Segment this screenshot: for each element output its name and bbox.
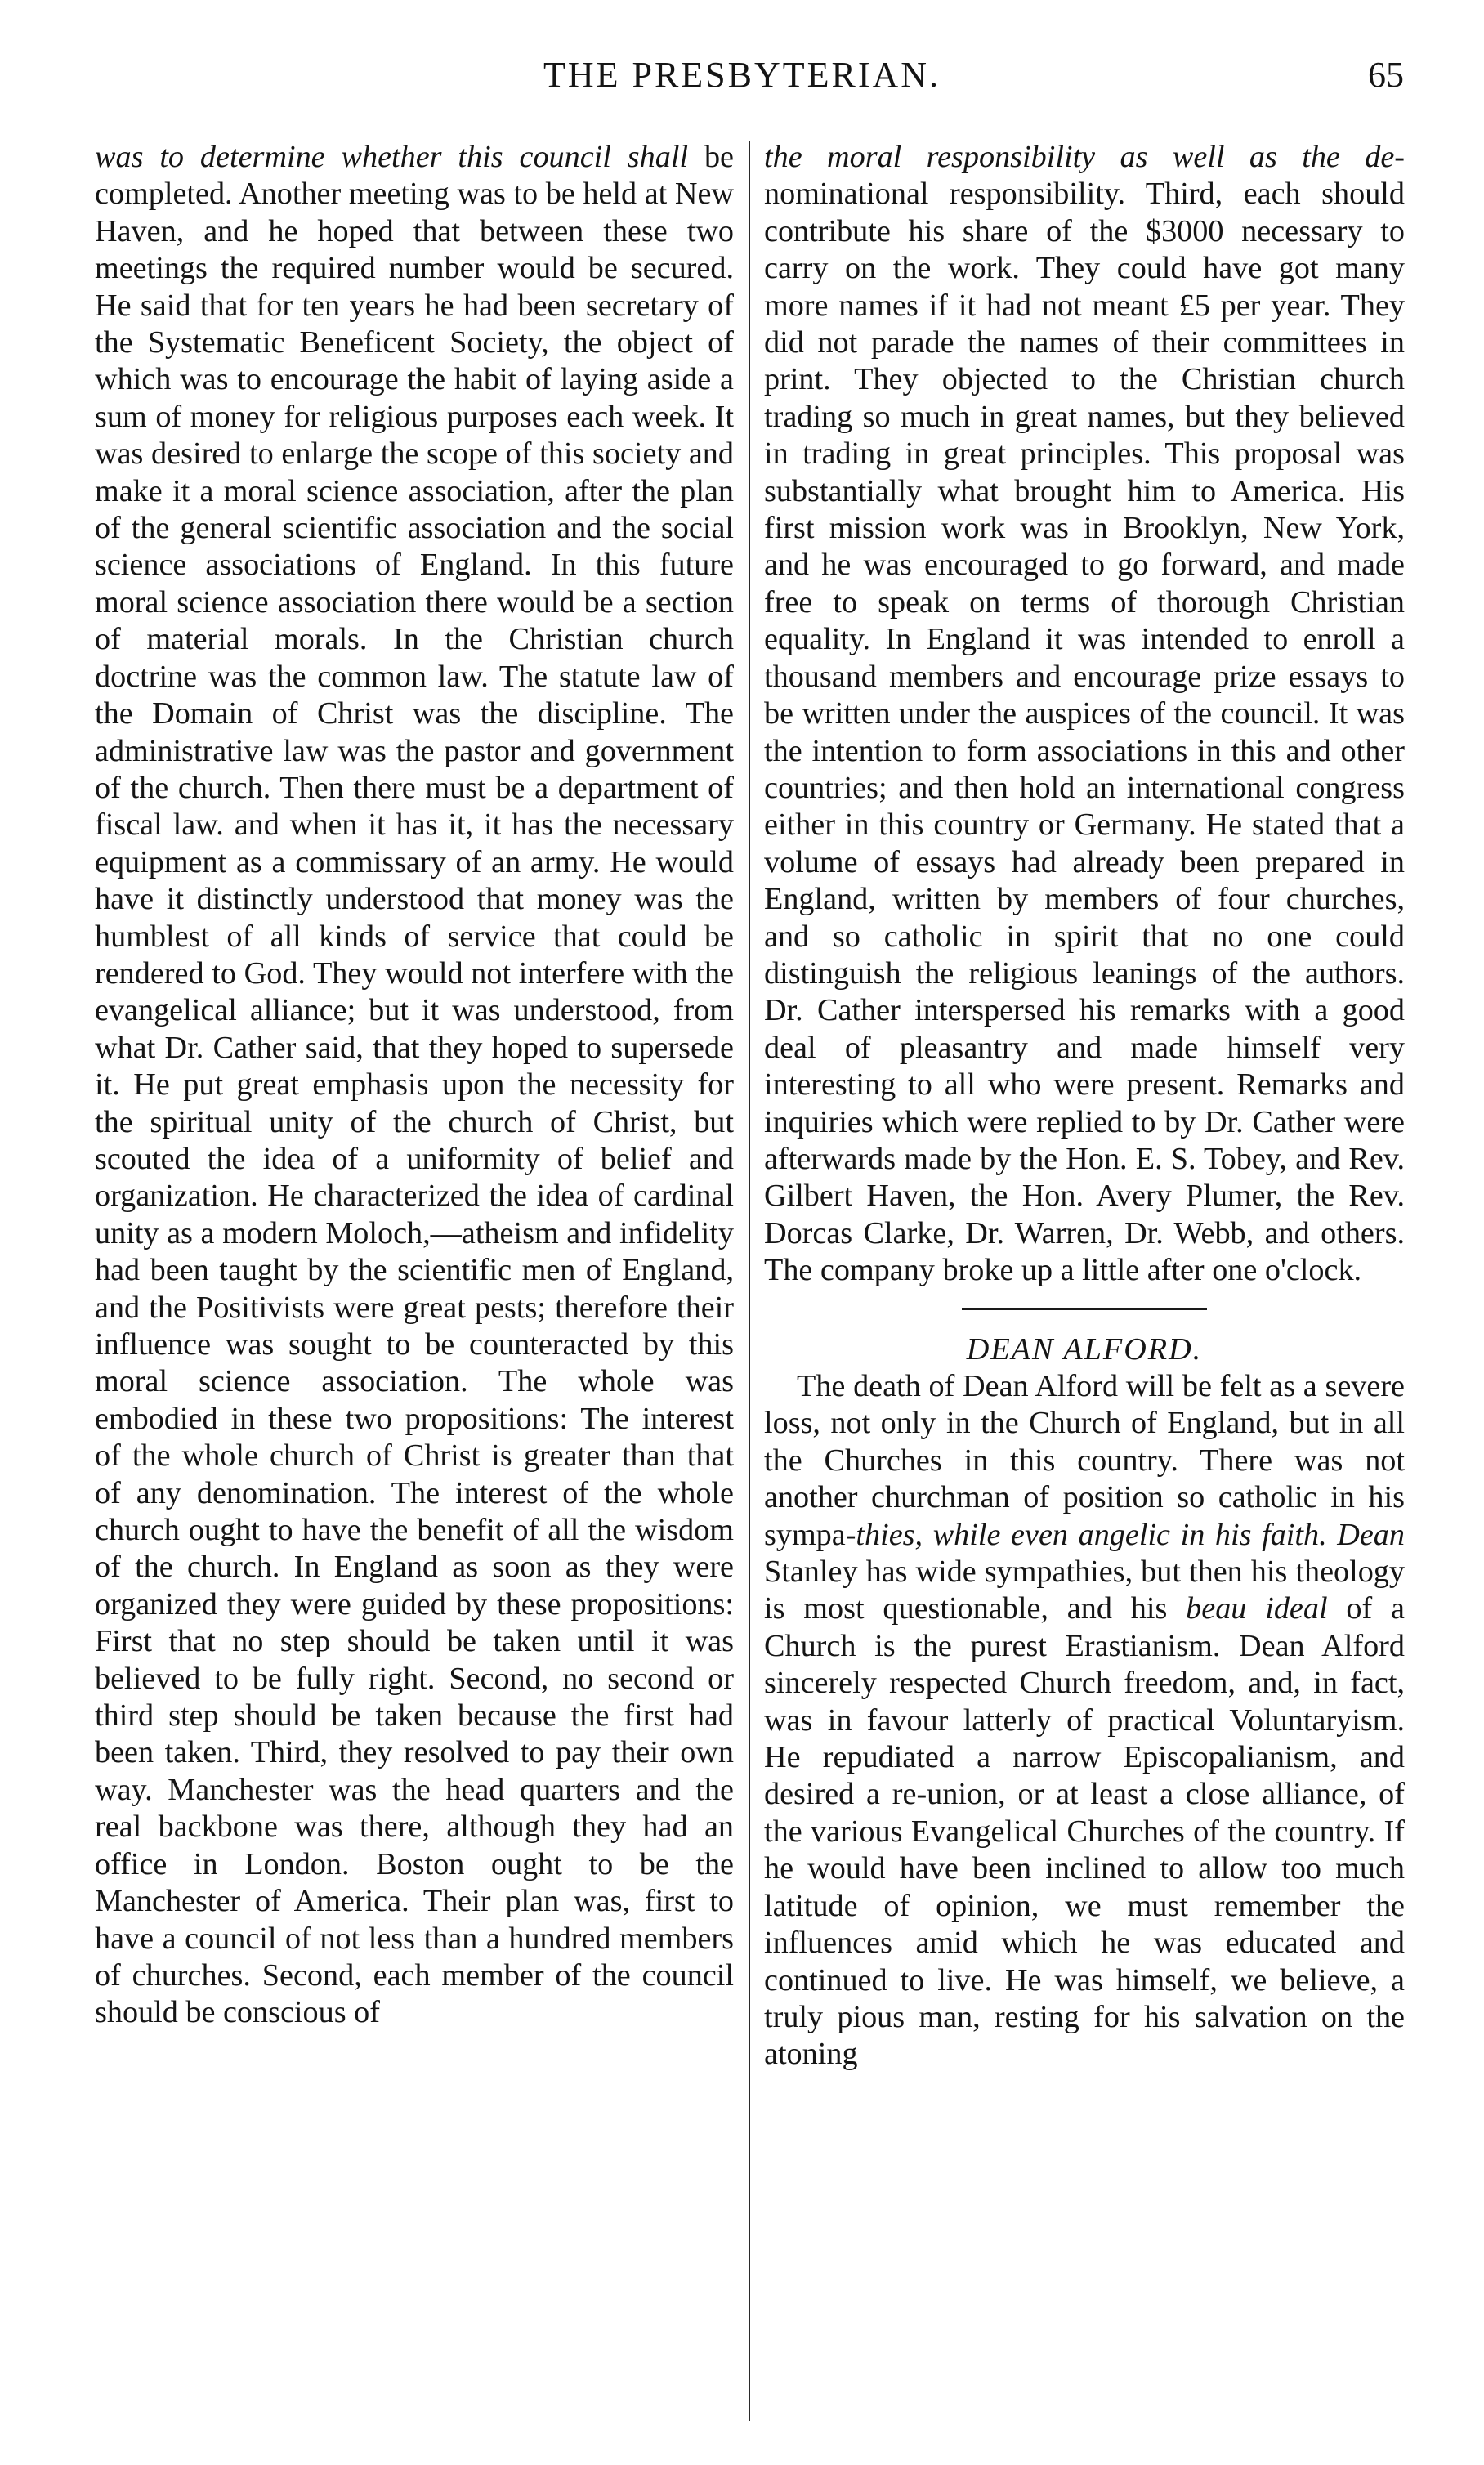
left-paragraph-body: be completed. Another meeting was to be held at New Haven, and he hoped that between these two meetings the required number would be secured. He said that for ten years he had been secretary of the Systematic Beneficent Society, the object of which was to encourage the habit of laying aside a sum of money for religious purposes each week. It was desired to enlarge the scope of this society and make it a moral science association, after the plan of the general scientific association and the social science associations of England. In this future moral science association there would be a section of material morals. In the Christian church doctrine was the common law. The statute law of the Domain of Christ was the discipline. The administrative law was the pastor and government of the church. Then there must be a department of fiscal law. and when it has it, it has the necessary equipment as a commissary of an army. He would have it distinctly understood that money was the humblest of all kinds of service that could be rendered to God. They would not interfere with the evangelical alliance; but it was understood, from what Dr. Cather said, that they hoped to supersede it. He put great emphasis upon the necessity for the spiritual unity of the church of Christ, but scouted the idea of a uniformity of belief and organization. He characterized the idea of cardinal unity as a modern Moloch,—atheism and infidelity had been taught by the scientific men of England, and the Positivists were great pests; therefore their influence was sought to be counteracted by this moral science association. The whole was embodied in these two propositions: The interest of the whole church of Christ is greater than that of any denomination. The interest of the whole church ought to have the benefit of all the wisdom of the church. In England as soon as they were organized they were guided by these propositions: First that no step should be taken until it was believed to be fully right. Second, no second or third step should be taken because the first had been taken. Third, they resolved to pay their own way. Manchester was the head quarters and the real backbone was there, although they had an office in London. Boston ought to be the Manchester of America. Their plan was, first to have a council of not less than a hundred members of churches. Second, each member of the council should be conscious of xyxy=(95,140,734,2030)
right-paragraph-italic-opening: the moral responsibility as well as the de- xyxy=(764,140,1405,174)
left-column xyxy=(95,139,734,2419)
dean-alford-italic: thies, while even angelic in his faith. Dean xyxy=(856,1517,1405,1552)
right-column xyxy=(764,139,1405,2419)
dean-alford-text-a: The death of Dean Alford will be felt as a severe loss, not only in the Church of England, but in all the Churches in this country. There was not another churchman of position so catholic in his sympa- xyxy=(764,1369,1405,1552)
dean-alford-text-c: of a Church is the purest Erastianism. Dean Alford sincerely respected Church freedom, and, in fact, was in favour latterly of practical Voluntaryism. He repudiated a narrow Episcopalianism, and desired a re-union, or at least a close alliance, of the various Evangelical Churches of the country. If he would have been inclined to allow too much latitude of opinion, we must remember the influences amid which he was educated and continued to live. He was himself, we believe, a truly pious man, resting for his salvation on the atoning xyxy=(764,1591,1405,2072)
section-heading-dean-alford: DEAN ALFORD. xyxy=(966,1331,1203,1367)
right-paragraph-body: nominational responsibility. Third, each should contribute his share of the $3000 necessary to carry on the work. They could have got many more names if it had not meant £5 per year. They did not parade the names of their committees in print. They objected to the Christian church trading so much in great names, but they believed in trading in great principles. This proposal was substantially what brought him to America. His first mission work was in Brooklyn, New York, and he was encouraged to go forward, and made free to speak on terms of thorough Christian equality. In England it was intended to enroll a thousand members and encourage prize essays to be written under the auspices of the council. It was the intention to form associations in this and other countries; and then hold an international congress either in this country or Germany. He stated that a volume of essays had already been prepared in England, written by members of four churches, and so catholic in spirit that no one could distinguish the religious leanings of the authors. Dr. Cather interspersed his remarks with a good deal of pleasantry and made himself very interesting to all who were present. Remarks and inquiries which were replied to by Dr. Cather were afterwards made by the Hon. E. S. Tobey, and Rev. Gilbert Haven, the Hon. Avery Plumer, the Rev. Dorcas Clarke, Dr. Warren, Dr. Webb, and others. The company broke up a little after one o'clock. xyxy=(764,177,1405,1288)
dean-alford-text-b: Stanley has wide sympathies, but then his theology is most questionable, and his xyxy=(764,1555,1405,1626)
column-divider xyxy=(749,141,750,2421)
journal-title: THE PRESBYTERIAN. xyxy=(543,55,941,95)
section-separator xyxy=(962,1308,1207,1310)
page-header xyxy=(0,51,1484,100)
right-paragraph-continued xyxy=(764,139,1405,1290)
left-paragraph-italic-opening: was to determine whether this council shall xyxy=(95,140,689,174)
dean-alford-paragraph xyxy=(764,1368,1405,2074)
left-paragraph xyxy=(95,139,734,2032)
beau-ideal-italic: beau ideal xyxy=(1186,1591,1328,1626)
page-number: 65 xyxy=(1368,55,1404,95)
